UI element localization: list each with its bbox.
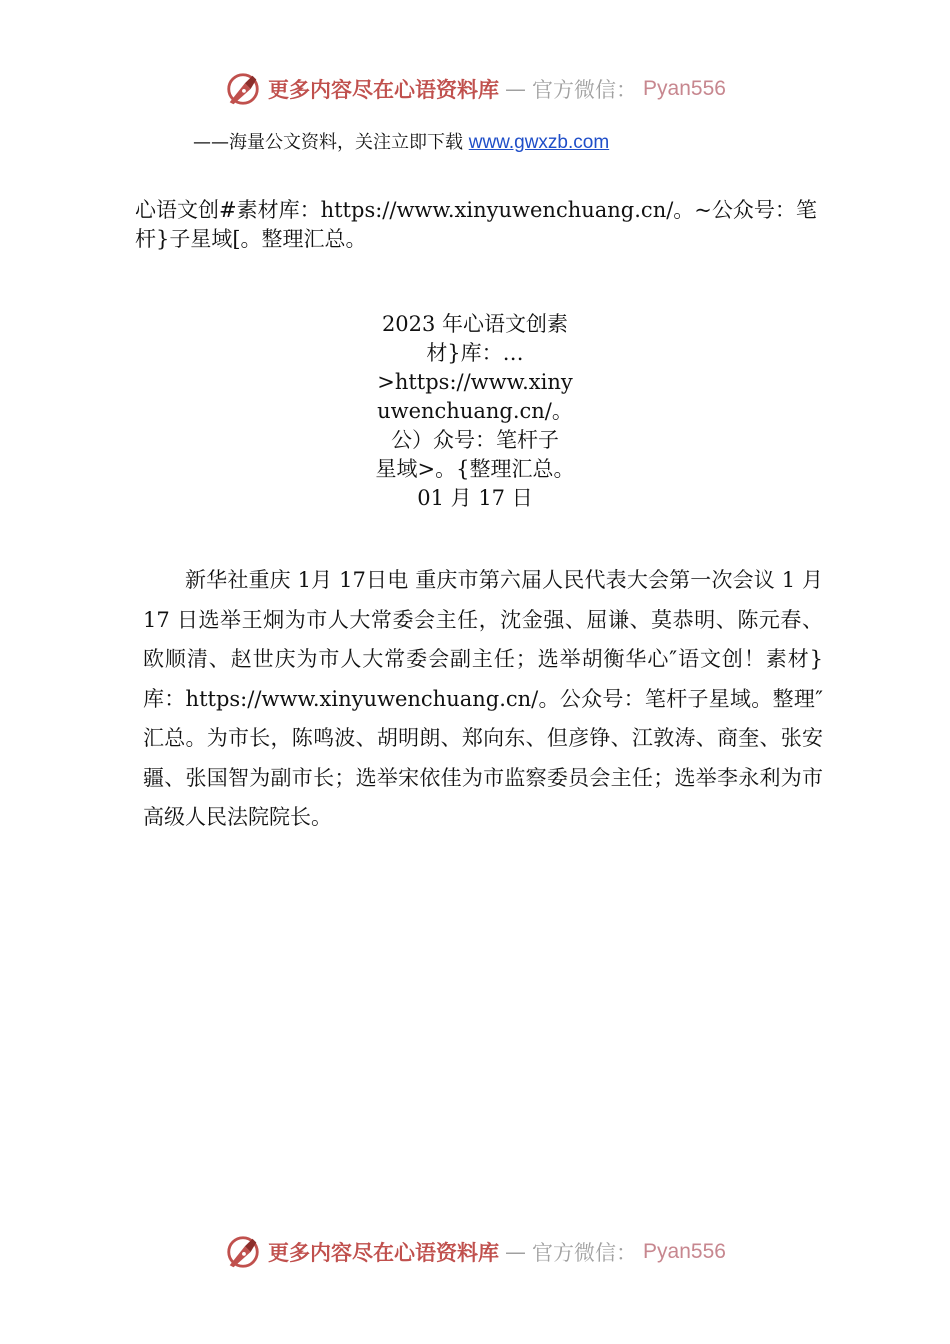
banner-main-text: 更多内容尽在心语资料库 [268,78,500,102]
banner-dash: — [505,1240,527,1264]
banner-wechat-id: Pyan556 [643,1240,726,1263]
footer-banner [0,1233,950,1271]
promo-text: ——海量公文资料，关注立即下载 [193,132,469,153]
title-line: 2023 年心语文创素 [381,312,569,336]
title-line: >https://www.xiny [377,370,573,394]
banner-wechat-label: 官方微信： [532,1241,638,1265]
pen-nib-logo-icon [224,70,262,108]
gwxzb-link[interactable]: www.gwxzb.com [468,132,610,153]
download-promo-line [193,128,609,154]
intro-paragraph: 心语文创#素材库：https://www.xinyuwenchuang.cn/。~公众号：笔杆}子星域[。整理汇总。 [135,198,817,251]
title-line: 星域>。{整理汇总。 [375,457,575,481]
header-banner [0,70,950,108]
pen-nib-logo-icon [224,1233,262,1271]
article-body: 新华社重庆 1月 17日电 重庆市第六届人民代表大会第一次会议 1 月 17 日选举王炯为市人大常委会主任，沈金强、屈谦、莫恭明、陈元春、欧顺清、赵世庆为市人大常委会副主任；选举胡衡华心″语文创！素材}库：https://www.xinyuwenchuang.cn/。公众号：笔杆子星域。整理″汇总。为市长，陈鸣波、胡明朗、郑向东、但彦铮、江敦涛、商奎、张安疆、张国智为副市长；选举宋依佳为市监察委员会主任；选举李永利为市高级人民法院院长。 [143,568,823,829]
banner-main-text: 更多内容尽在心语资料库 [268,1241,500,1265]
title-line: uwenchuang.cn/。 [377,399,573,423]
banner-wechat-id: Pyan556 [643,77,726,100]
title-block [330,310,620,513]
title-line: 公）众号：笔杆子 [391,428,559,452]
banner-dash: — [505,77,527,101]
title-line: 材}库：… [426,341,524,365]
date-line: 01 月 17 日 [417,486,533,510]
banner-wechat-label: 官方微信： [532,78,638,102]
